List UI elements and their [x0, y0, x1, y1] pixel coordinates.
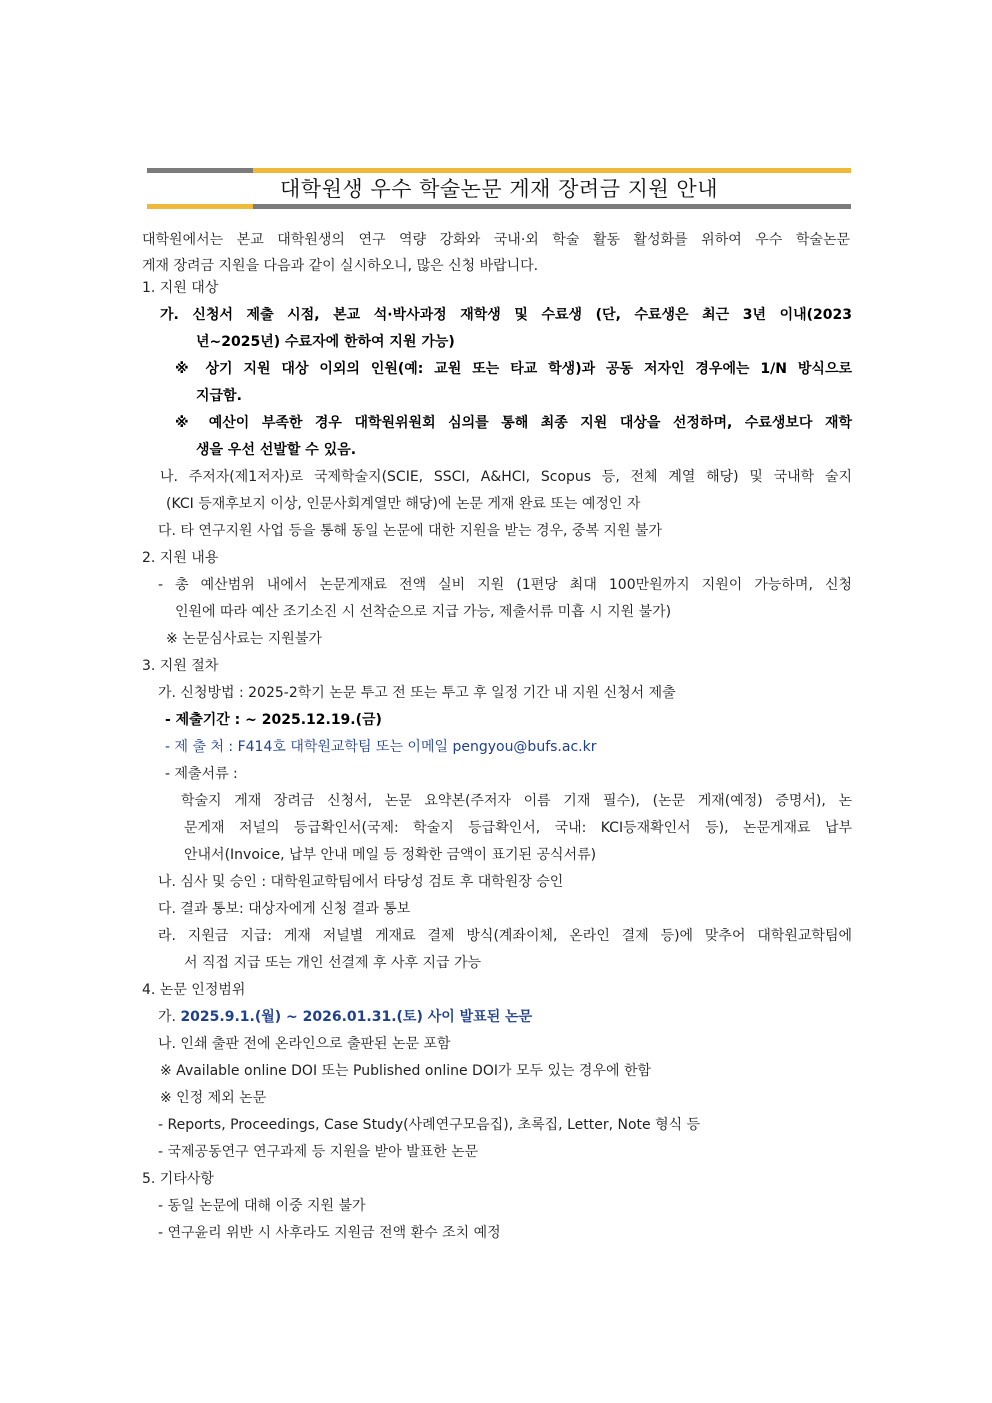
- section-5-heading: 5. 기타사항: [142, 1171, 214, 1187]
- s4-na: 나. 인쇄 출판 전에 온라인으로 출판된 논문 포함: [158, 1036, 451, 1052]
- title-rule-bottom-gray: [253, 204, 851, 209]
- s3-submission-place: - 제 출 처 : F414호 대학원교학팀 또는 이메일 pengyou@bufs.ac.kr: [165, 739, 597, 755]
- s2-item-line-2: 인원에 따라 예산 조기소진 시 선착순으로 지급 가능, 제출서류 미흡 시 지원 불가): [175, 604, 672, 620]
- s1-ga-line-2: 년~2025년) 수료자에 한하여 지원 가능): [196, 334, 455, 350]
- s2-note: ※ 논문심사료는 지원불가: [166, 631, 322, 647]
- s3-da: 다. 결과 통보: 대상자에게 신청 결과 통보: [158, 901, 411, 917]
- s1-note1-line-1: ※ 상기 지원 대상 이외의 인원(예: 교원 또는 타교 학생)과 공동 저자인 경우에는 1/N 방식으로: [175, 361, 852, 377]
- s3-docs-label: - 제출서류 :: [165, 766, 238, 782]
- s4-ga-prefix: 가.: [158, 1009, 181, 1025]
- s3-ga: 가. 신청방법 : 2025-2학기 논문 투고 전 또는 투고 후 일정 기간 내 지원 신청서 제출: [158, 685, 676, 701]
- s3-docs-line-2: 문게재 저널의 등급확인서(국제: 학술지 등급확인서, 국내: KCI등재확인서 등), 논문게재료 납부: [184, 820, 852, 836]
- title-rule-top-gray: [147, 168, 253, 173]
- s3-docs-line-1: 학술지 게재 장려금 신청서, 논문 요약본(주저자 이름 기재 필수), (논문 게재(예정) 증명서), 논: [181, 793, 852, 809]
- s3-na: 나. 심사 및 승인 : 대학원교학팀에서 타당성 검토 후 대학원장 승인: [158, 874, 564, 890]
- s1-note1-line-2: 지급함.: [196, 388, 242, 404]
- s3-deadline: - 제출기간 : ~ 2025.12.19.(금): [165, 712, 382, 728]
- section-3-heading: 3. 지원 절차: [142, 658, 219, 674]
- intro-line-1: 대학원에서는 본교 대학원생의 연구 역량 강화와 국내·외 학술 활동 활성화를 위하여 우수 학술논문: [142, 232, 850, 248]
- section-2-heading: 2. 지원 내용: [142, 550, 219, 566]
- s1-note2-line-1: ※ 예산이 부족한 경우 대학원위원회 심의를 통해 최종 지원 대상을 선정하며, 수료생보다 재학: [175, 415, 852, 431]
- section-1-heading: 1. 지원 대상: [142, 280, 219, 296]
- page-title: 대학원생 우수 학술논문 게재 장려금 지원 안내: [280, 177, 718, 201]
- s1-ga-line-1: 가. 신청서 제출 시점, 본교 석·박사과정 재학생 및 수료생 (단, 수료생은 최근 3년 이내(2023: [160, 307, 852, 323]
- s5-item-2: - 연구윤리 위반 시 사후라도 지원금 전액 환수 조치 예정: [158, 1225, 501, 1241]
- s4-note-2: ※ 인정 제외 논문: [160, 1090, 267, 1106]
- s2-item-line-1: - 총 예산범위 내에서 논문게재료 전액 실비 지원 (1편당 최대 100만원까지 지원이 가능하며, 신청: [158, 577, 852, 593]
- s4-exclusion-2: - 국제공동연구 연구과제 등 지원을 받아 발표한 논문: [158, 1144, 479, 1160]
- s3-ra-line-1: 라. 지원금 지급: 게재 저널별 게재료 결제 방식(계좌이체, 온라인 결제 등)에 맞추어 대학원교학팀에: [158, 928, 852, 944]
- title-rule-top-gold: [253, 168, 851, 173]
- s4-ga-period: 2025.9.1.(월) ~ 2026.01.31.(토) 사이 발표된 논문: [180, 1009, 533, 1025]
- s1-na-line-1: 나. 주저자(제1저자)로 국제학술지(SCIE, SSCI, A&HCI, Scopus 등, 전체 계열 해당) 및 국내학 술지: [160, 469, 852, 485]
- title-block: [147, 168, 851, 212]
- s4-note-1: ※ Available online DOI 또는 Published online DOI가 모두 있는 경우에 한함: [160, 1063, 652, 1079]
- s1-da: 다. 타 연구지원 사업 등을 통해 동일 논문에 대한 지원을 받는 경우, 중복 지원 불가: [158, 523, 662, 539]
- s5-item-1: - 동일 논문에 대해 이중 지원 불가: [158, 1198, 366, 1214]
- title-rule-bottom-gold: [147, 204, 253, 209]
- s4-exclusion-1: - Reports, Proceedings, Case Study(사례연구모음집), 초록집, Letter, Note 형식 등: [158, 1117, 701, 1133]
- section-4-heading: 4. 논문 인정범위: [142, 982, 246, 998]
- s1-note2-line-2: 생을 우선 선발할 수 있음.: [196, 442, 357, 458]
- s1-na-line-2: (KCI 등재후보지 이상, 인문사회계열만 해당)에 논문 게재 완료 또는 예정인 자: [166, 496, 641, 512]
- s3-docs-line-3: 안내서(Invoice, 납부 안내 메일 등 정확한 금액이 표기된 공식서류): [184, 847, 597, 863]
- s4-ga: [158, 1008, 532, 1026]
- s3-ra-line-2: 서 직접 지급 또는 개인 선결제 후 사후 지급 가능: [184, 955, 482, 971]
- intro-line-2: 게재 장려금 지원을 다음과 같이 실시하오니, 많은 신청 바랍니다.: [142, 258, 539, 274]
